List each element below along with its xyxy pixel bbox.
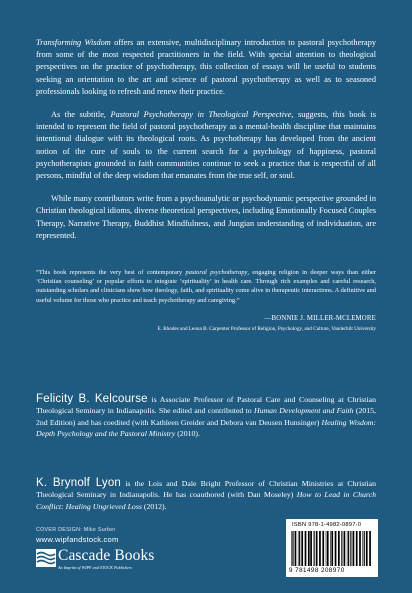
text-run: As the subtitle, xyxy=(51,110,111,120)
isbn-label: ISBN 978-1-4982-0897-0 xyxy=(292,522,362,528)
cascade-waves-icon xyxy=(36,549,56,567)
barcode-bar xyxy=(322,531,324,566)
barcode-bar xyxy=(319,531,321,566)
author-bio-kelcourse xyxy=(36,394,376,440)
endorsement xyxy=(36,268,376,334)
italic-title: Pastoral Psychotherapy in Theological Perspective, xyxy=(110,110,294,120)
barcode-bar xyxy=(314,531,315,566)
barcode-bar xyxy=(364,531,365,566)
barcode-bar xyxy=(316,531,318,566)
author-name: K. Brynolf Lyon xyxy=(36,477,122,489)
italic-title: Human Development and Faith xyxy=(253,406,354,416)
publisher-brand: Cascade Books xyxy=(58,547,155,564)
barcode-bar xyxy=(326,531,327,566)
cover-design-credit: COVER DESIGN: Mike Surber xyxy=(36,527,116,533)
barcode-bar xyxy=(292,531,293,566)
description-blurb xyxy=(36,37,376,253)
barcode-bar xyxy=(348,531,349,566)
barcode-bars xyxy=(290,531,374,566)
text-run: (2012). xyxy=(141,501,167,511)
barcode-bar xyxy=(353,531,355,566)
text-run: While many contributors write from a psychoanalytic or psychodynamic perspective grounded in Christian theological idioms, diverse theoretical perspectives, including Emotionally Focused Couples Therapy, Narrative Therapy, Buddhist Mindfulness, and Jungian understanding of individuation, are represented. xyxy=(36,194,376,240)
italic-title: Healing Wisdom: Depth Psychology and the Pastoral Ministry xyxy=(36,417,377,439)
text-run: “This book represents the very best of contemporary xyxy=(36,269,186,276)
isbn-barcode xyxy=(286,519,378,577)
text-run: offers an extensive, multidisciplinary introduction to pastoral psychotherapy from some of the most respected practitioners in the field. With special attention to theological perspectives on the practice of psychotherapy, this collection of essays will be useful to students seeking an orientation to the art and science of pastoral psychotherapy as well as to seasoned professionals looking to refresh and renew their practice. xyxy=(36,38,376,96)
barcode-bar xyxy=(356,531,358,566)
italic-title: pastoral psychotherapy xyxy=(185,269,248,276)
barcode-bar xyxy=(341,531,342,566)
barcode-bar xyxy=(362,531,363,566)
barcode-bar xyxy=(299,531,300,566)
endorsement-quote xyxy=(36,268,376,305)
text-run: is Associate Professor of Pastoral Care and Counseling at Christian Theological Seminary in Indianapolis. She edited and contributed to xyxy=(36,395,377,416)
text-run: (2010). xyxy=(175,429,200,439)
barcode-bar xyxy=(330,531,331,566)
barcode-bar xyxy=(359,531,361,566)
italic-title: Transforming Wisdom xyxy=(36,38,111,47)
blurb-paragraph-1 xyxy=(36,37,376,98)
barcode-bar xyxy=(344,531,346,566)
barcode-bar xyxy=(298,531,299,566)
blurb-paragraph-3 xyxy=(36,193,376,242)
publisher-url: www.wipfandstock.com xyxy=(36,535,119,544)
text-run: (2015, 2nd Edition) and has coedited (with Kathleen Greider and Debora van Deusen Hunsinger) xyxy=(36,406,377,427)
barcode-bar xyxy=(293,531,294,566)
endorsement-attribution: —BONNIE J. MILLER-MCLEMORE xyxy=(264,314,376,322)
author-name: Felicity B. Kelcourse xyxy=(36,393,148,405)
barcode-bar xyxy=(350,531,351,566)
text-run: suggests, this book is intended to represent the field of pastoral psychotherapy as a mental-health discipline that maintains intentional dialogue with its theological roots. As psychotherapy has developed from the ancient notion of the cure of souls to the current search for a psychology of happiness, pastoral psychotherapists grounded in faith communities continue to seek a practice that is respectful of all persons, mindful of the deep wisdom that emanates from the true self, or soul. xyxy=(36,110,376,181)
author-bio-lyon xyxy=(36,478,376,512)
publisher-imprint: An Imprint of WIPF and STOCK Publishers xyxy=(58,565,132,570)
barcode-bar xyxy=(310,531,312,566)
barcode-bar xyxy=(305,531,307,566)
endorsement-affiliation: E. Rhodes and Leona B. Carpenter Professor of Religion, Psychology, and Culture, Vanderbilt University xyxy=(157,326,376,333)
barcode-bar xyxy=(308,531,310,566)
publisher-logo xyxy=(36,548,176,572)
barcode-bar xyxy=(301,531,303,566)
italic-title: How to Lead in Church Conflict: Healing Ungrieved Loss xyxy=(36,490,376,511)
barcode-bar xyxy=(338,531,340,566)
barcode-bar xyxy=(366,531,368,566)
blurb-paragraph-2 xyxy=(36,109,376,182)
barcode-bar xyxy=(291,531,292,566)
text-run: is the Lois and Dale Bright Professor of Christian Ministries at Christian Theological Seminary in Indianapolis. He has coauthored (with Dan Moseley) xyxy=(36,479,376,500)
text-run: , engaging religion in deeper ways than either ‘Christian counseling’ or popular efforts to integrate ‘spirituality’ in health care. Through rich examples and careful research, outstanding scholars and clinicians show how theology, faith, and spirituality come alive in therapeutic interactions. A definitive and useful volume for those who practice and teach psychotherapy and caregiving.” xyxy=(36,269,377,304)
barcode-bar xyxy=(331,531,333,566)
barcode-digits: 9 781498 208970 xyxy=(289,567,345,574)
barcode-bar xyxy=(347,531,348,566)
barcode-bar xyxy=(327,531,329,566)
barcode-bar xyxy=(335,531,337,566)
barcode-bar xyxy=(369,531,371,566)
barcode-bar xyxy=(295,531,297,566)
